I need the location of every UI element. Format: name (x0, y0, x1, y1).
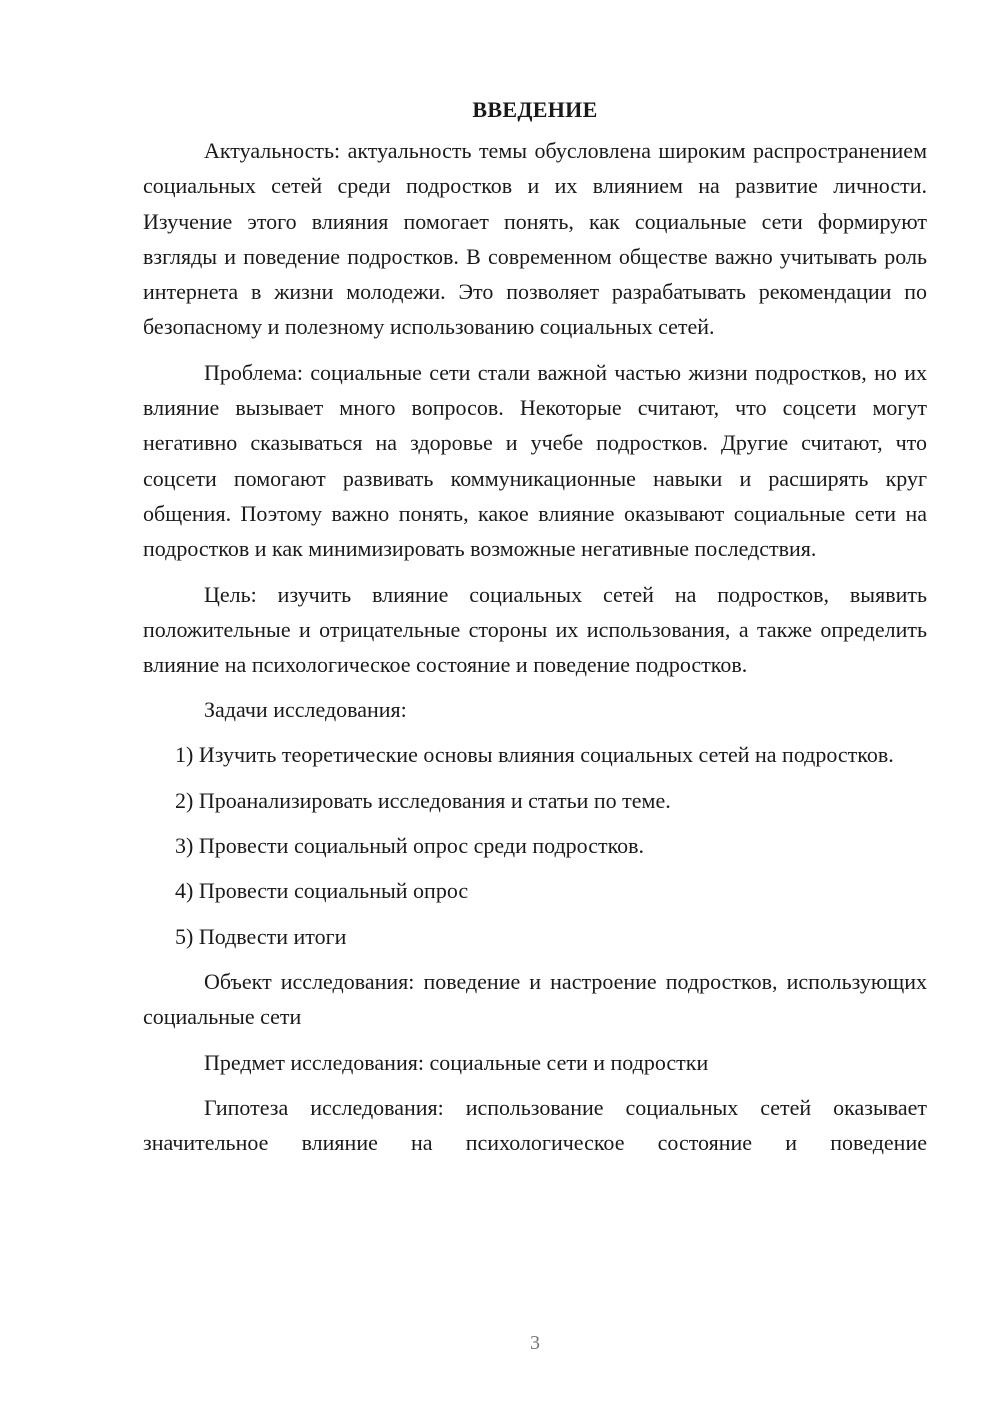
task-item-1: 1) Изучить теоретические основы влияния социальных сетей на подростков. (175, 742, 894, 768)
page-title: ВВЕДЕНИЕ (472, 97, 598, 122)
subject-paragraph: Предмет исследования: социальные сети и подростки (204, 1049, 709, 1075)
task-item-2: 2) Проанализировать исследования и статьи по теме. (175, 787, 671, 813)
task-item-4: 4) Провести социальный опрос (175, 878, 469, 904)
goal-paragraph: Цель: изучить влияние социальных сетей на подростков, выявить положительные и отрицательные стороны их использования, а также определить влияние на психологическое состояние и поведение подростков. (143, 581, 927, 678)
problem-paragraph: Проблема: социальные сети стали важной частью жизни подростков, но их влияние вызывает много вопросов. Некоторые считают, что соцсети могут негативно сказываться на здоровье и учебе подростков. Другие считают, что соцсети помогают развивать коммуникационные навыки и расширять круг общения. Поэтому важно понять, какое влияние оказывают социальные сети на подростков и как минимизировать возможные негативные последствия. (143, 359, 927, 562)
task-item-3: 3) Провести социальный опрос среди подростков. (175, 833, 645, 859)
document-page (143, 92, 927, 1170)
relevance-paragraph: Актуальность: актуальность темы обусловлена широким распространением социальных сетей среди подростков и их влиянием на развитие личности. Изучение этого влияния помогает понять, как социальные сети формируют взгляды и поведение подростков. В современном обществе важно учитывать роль интернета в жизни молодежи. Это позволяет разрабатывать рекомендации по безопасному и полезному использованию социальных сетей. (143, 138, 927, 340)
object-paragraph: Объект исследования: поведение и настроение подростков, использующих социальные сети (143, 968, 927, 1030)
tasks-title: Задачи исследования: (204, 697, 407, 723)
page-number: 3 (530, 1332, 540, 1354)
task-item-5: 5) Подвести итоги (175, 923, 347, 949)
hypothesis-paragraph: Гипотеза исследования: использование социальных сетей оказывает значительное влияние на психологическое состояние и поведение (143, 1094, 927, 1155)
